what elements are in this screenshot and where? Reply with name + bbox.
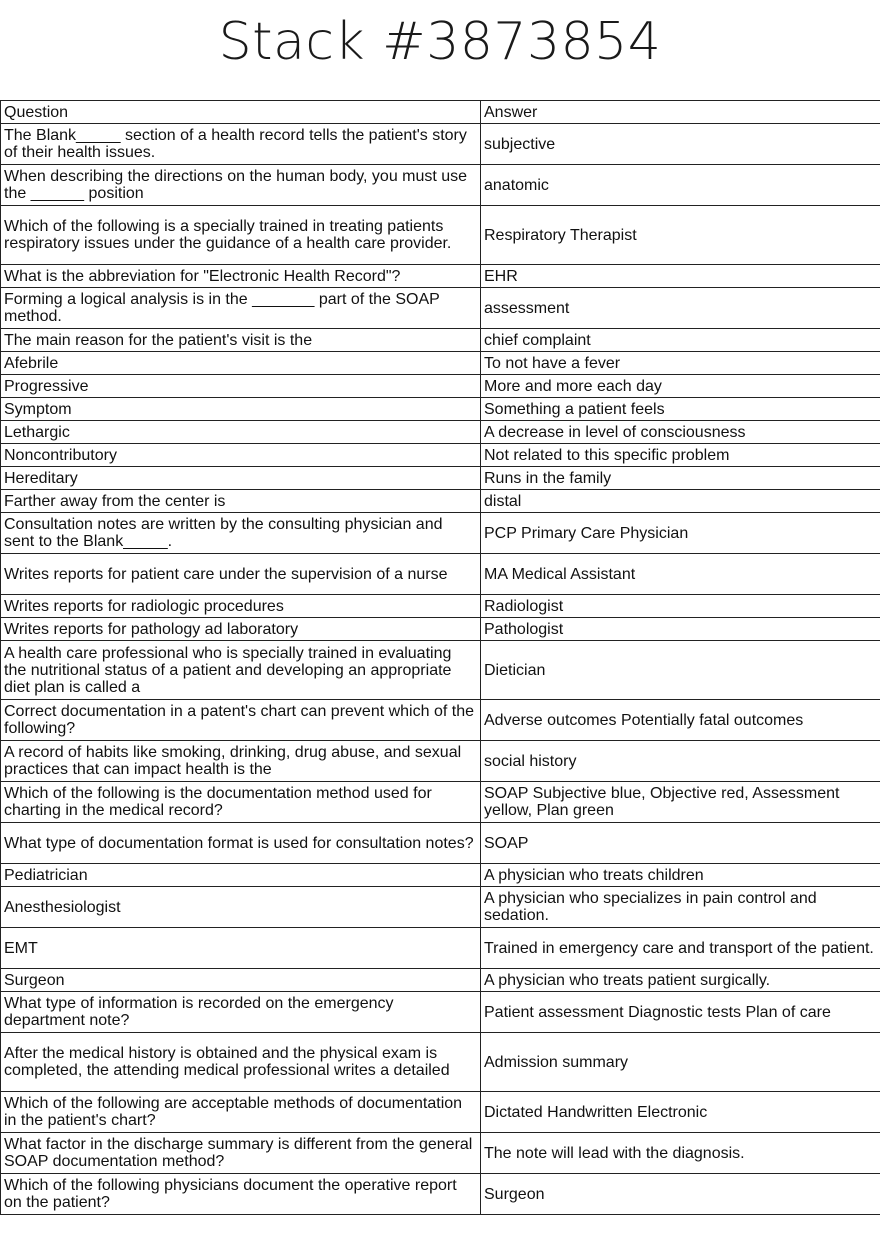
question-cell: A health care professional who is specially trained in evaluating the nutritional status of a patient and developing an appropriate diet plan is called a — [1, 641, 481, 700]
table-row — [1, 1133, 880, 1174]
table-header-row — [1, 101, 880, 124]
question-cell: A record of habits like smoking, drinking, drug abuse, and sexual practices that can impact health is the — [1, 741, 481, 782]
answer-cell: MA Medical Assistant — [481, 554, 880, 595]
question-cell: Consultation notes are written by the consulting physician and sent to the Blank_____. — [1, 513, 481, 554]
table-row — [1, 887, 880, 928]
answer-cell: A decrease in level of consciousness — [481, 421, 880, 444]
answer-cell: Something a patient feels — [481, 398, 880, 421]
question-cell: Forming a logical analysis is in the _______ part of the SOAP method. — [1, 288, 481, 329]
answer-cell: Dictated Handwritten Electronic — [481, 1092, 880, 1133]
answer-cell: assessment — [481, 288, 880, 329]
table-row — [1, 928, 880, 969]
table-row — [1, 124, 880, 165]
answer-cell: Pathologist — [481, 618, 880, 641]
answer-cell: Trained in emergency care and transport of the patient. — [481, 928, 880, 969]
table-row — [1, 554, 880, 595]
answer-cell: EHR — [481, 265, 880, 288]
question-cell: Which of the following is the documentation method used for charting in the medical record? — [1, 782, 481, 823]
table-row — [1, 1092, 880, 1133]
table-row — [1, 288, 880, 329]
page-title: Stack #3873854 — [218, 12, 662, 72]
question-cell: Writes reports for patient care under the supervision of a nurse — [1, 554, 481, 595]
question-cell: Which of the following is a specially trained in treating patients respiratory issues under the guidance of a health care provider. — [1, 206, 481, 265]
table-row — [1, 421, 880, 444]
question-cell: What type of information is recorded on the emergency department note? — [1, 992, 481, 1033]
table-row — [1, 1174, 880, 1215]
answer-cell: SOAP — [481, 823, 880, 864]
question-cell: Farther away from the center is — [1, 490, 481, 513]
answer-cell: Admission summary — [481, 1033, 880, 1092]
answer-cell: Radiologist — [481, 595, 880, 618]
answer-cell: To not have a fever — [481, 352, 880, 375]
answer-cell: distal — [481, 490, 880, 513]
table-row — [1, 700, 880, 741]
table-row — [1, 864, 880, 887]
answer-cell: Dietician — [481, 641, 880, 700]
question-cell: EMT — [1, 928, 481, 969]
table-row — [1, 1033, 880, 1092]
question-cell: When describing the directions on the human body, you must use the ______ position — [1, 165, 481, 206]
table-row — [1, 490, 880, 513]
question-cell: What is the abbreviation for "Electronic Health Record"? — [1, 265, 481, 288]
answer-cell: Not related to this specific problem — [481, 444, 880, 467]
answer-cell: The note will lead with the diagnosis. — [481, 1133, 880, 1174]
answer-cell: chief complaint — [481, 329, 880, 352]
table-row — [1, 375, 880, 398]
table-row — [1, 352, 880, 375]
answer-cell: anatomic — [481, 165, 880, 206]
table-row — [1, 398, 880, 421]
table-row — [1, 165, 880, 206]
question-cell: Which of the following are acceptable methods of documentation in the patient's chart? — [1, 1092, 481, 1133]
table-row — [1, 641, 880, 700]
qa-table — [0, 100, 880, 1215]
answer-cell: social history — [481, 741, 880, 782]
table-row — [1, 329, 880, 352]
question-cell: The main reason for the patient's visit is the — [1, 329, 481, 352]
question-cell: Pediatrician — [1, 864, 481, 887]
answer-cell: More and more each day — [481, 375, 880, 398]
table-row — [1, 265, 880, 288]
table-row — [1, 992, 880, 1033]
question-cell: Writes reports for radiologic procedures — [1, 595, 481, 618]
question-cell: After the medical history is obtained and the physical exam is completed, the attending medical professional writes a detailed — [1, 1033, 481, 1092]
answer-cell: Runs in the family — [481, 467, 880, 490]
table-row — [1, 618, 880, 641]
answer-cell: Respiratory Therapist — [481, 206, 880, 265]
table-row — [1, 467, 880, 490]
table-row — [1, 206, 880, 265]
question-cell: Correct documentation in a patent's chart can prevent which of the following? — [1, 700, 481, 741]
header-question: Question — [1, 101, 481, 124]
question-cell: What factor in the discharge summary is different from the general SOAP documentation method? — [1, 1133, 481, 1174]
answer-cell: Surgeon — [481, 1174, 880, 1215]
question-cell: Which of the following physicians document the operative report on the patient? — [1, 1174, 481, 1215]
question-cell: What type of documentation format is used for consultation notes? — [1, 823, 481, 864]
question-cell: Anesthesiologist — [1, 887, 481, 928]
answer-cell: PCP Primary Care Physician — [481, 513, 880, 554]
table-row — [1, 513, 880, 554]
header-answer: Answer — [481, 101, 880, 124]
answer-cell: Patient assessment Diagnostic tests Plan of care — [481, 992, 880, 1033]
table-body — [1, 124, 880, 1215]
question-cell: Surgeon — [1, 969, 481, 992]
question-cell: The Blank_____ section of a health record tells the patient's story of their health issues. — [1, 124, 481, 165]
question-cell: Noncontributory — [1, 444, 481, 467]
table-row — [1, 823, 880, 864]
question-cell: Symptom — [1, 398, 481, 421]
table-row — [1, 444, 880, 467]
table-row — [1, 969, 880, 992]
question-cell: Afebrile — [1, 352, 481, 375]
table-row — [1, 595, 880, 618]
answer-cell: A physician who treats children — [481, 864, 880, 887]
question-cell: Lethargic — [1, 421, 481, 444]
question-cell: Writes reports for pathology ad laboratory — [1, 618, 481, 641]
answer-cell: SOAP Subjective blue, Objective red, Assessment yellow, Plan green — [481, 782, 880, 823]
table-row — [1, 782, 880, 823]
table-row — [1, 741, 880, 782]
question-cell: Hereditary — [1, 467, 481, 490]
question-cell: Progressive — [1, 375, 481, 398]
answer-cell: A physician who specializes in pain control and sedation. — [481, 887, 880, 928]
answer-cell: subjective — [481, 124, 880, 165]
answer-cell: Adverse outcomes Potentially fatal outcomes — [481, 700, 880, 741]
answer-cell: A physician who treats patient surgically. — [481, 969, 880, 992]
